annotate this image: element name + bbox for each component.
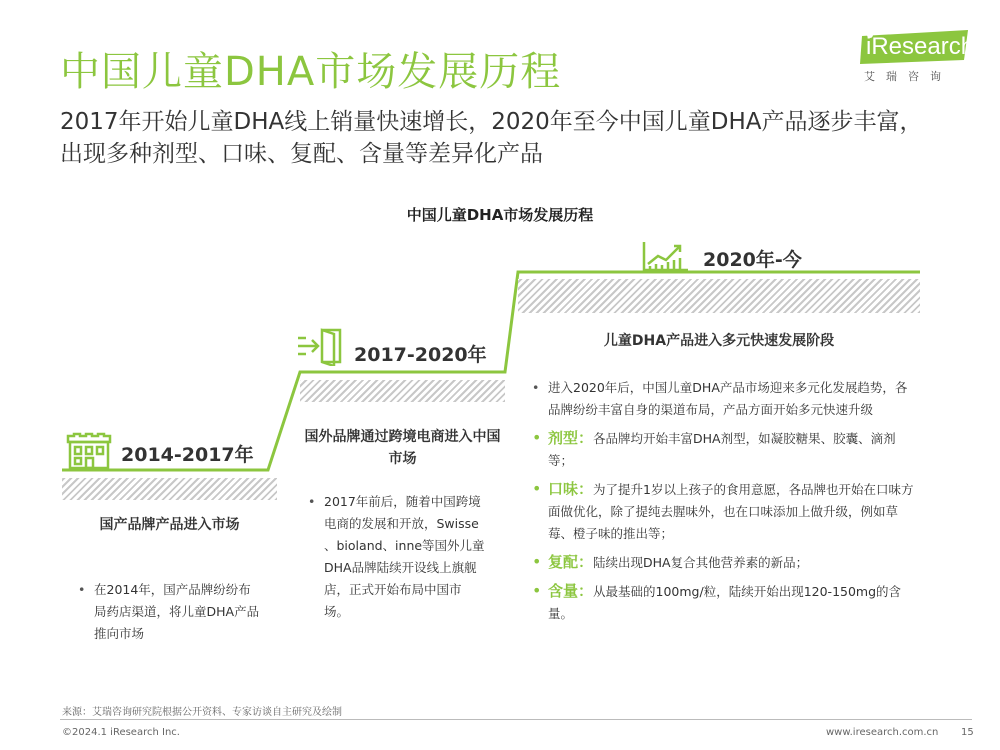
list-item: • 复配：陆续出现DHA复合其他营养素的新品； (532, 552, 809, 571)
footer-divider (60, 719, 972, 720)
copyright: ©2024.1 iResearch Inc. (62, 727, 180, 738)
bullet-keyword: 剂型： (548, 429, 594, 447)
stage3-label: 2020年-今 (703, 249, 802, 271)
source-note: 来源：艾瑞咨询研究院根据公开资料、专家访谈自主研究及绘制 (62, 707, 342, 718)
stage2-label: 2017-2020年 (354, 344, 487, 366)
page-title: 中国儿童DHA市场发展历程 (60, 49, 562, 95)
stage1-label: 2014-2017年 (121, 444, 254, 466)
bullet-keyword: 复配： (548, 553, 594, 571)
bullet-keyword: 口味： (548, 480, 594, 498)
stage2-desc: 国外品牌通过跨境电商进入中国市场 (304, 429, 501, 467)
stage3-bullets (526, 377, 916, 631)
store-building-icon (66, 432, 112, 470)
stage2-bullets (302, 491, 486, 629)
stage3-hatch-bar (518, 279, 920, 313)
page-number: 15 (961, 727, 974, 738)
logo-brand-text: iResearch (866, 33, 975, 60)
list-item: • 口味：为了提升1岁以上孩子的食用意愿，各品牌也开始在口味方面做优化，除了提纯去腥味外，也在口味添加上做升级，例如草莓、橙子味的推出等； (532, 479, 914, 541)
stage2-hatch-bar (300, 380, 505, 402)
bullet-keyword: 含量： (548, 582, 594, 600)
list-item: • 剂型：各品牌均开始丰富DHA剂型，如凝胶糖果、胶囊、滴剂等； (532, 428, 896, 468)
list-item: • 2017年前后，随着中国跨境电商的发展和开放，Swisse 、bioland、inne等国外儿童DHA品牌陆续开设线上旗舰店，正式开始布局中国市场。 (308, 494, 485, 619)
list-item: • 进入2020年后，中国儿童DHA产品市场迎来多元化发展趋势，各品牌纷纷丰富自身的渠道布局，产品方面开始多元快速升级 (532, 380, 908, 417)
stage1-hatch-bar (62, 478, 277, 500)
stage1-desc: 国产品牌产品进入市场 (99, 517, 240, 533)
chart-title: 中国儿童DHA市场发展历程 (406, 206, 594, 224)
page-subtitle: 2017年开始儿童DHA线上销量快速增长，2020年至今中国儿童DHA产品逐步丰富，出现多种剂型、口味、复配、含量等差异化产品 (60, 109, 923, 167)
stage1-bullets (72, 579, 262, 651)
stage3-desc: 儿童DHA产品进入多元快速发展阶段 (603, 333, 835, 349)
logo-cn-text: 艾瑞咨询 (864, 70, 952, 83)
growth-chart-icon (640, 238, 692, 274)
list-item: • 在2014年，国产品牌纷纷布局药店渠道，将儿童DHA产品推向市场 (78, 582, 260, 641)
list-item: • 含量：从最基础的100mg/粒，陆续开始出现120-150mg的含量。 (532, 581, 902, 621)
website-link[interactable]: www.iresearch.com.cn (826, 727, 939, 738)
door-enter-icon (296, 326, 346, 366)
